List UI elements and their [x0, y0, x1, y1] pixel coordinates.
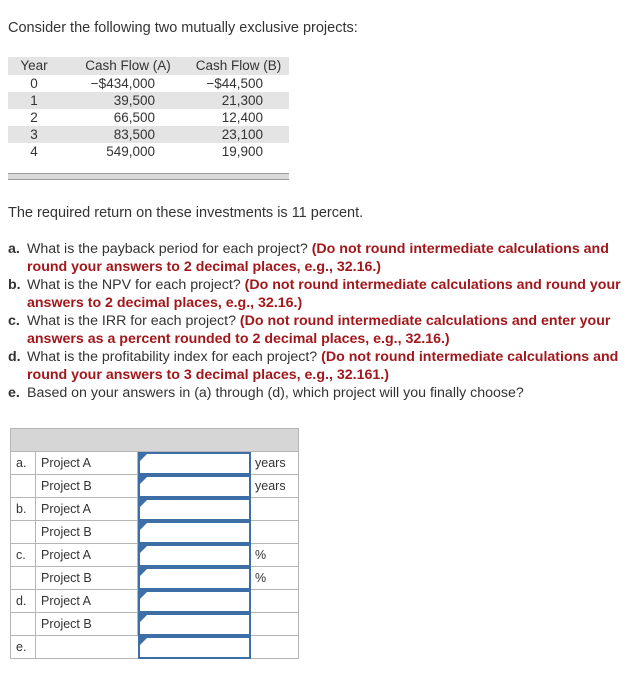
cash-flow-table [8, 57, 289, 160]
answer-row [10, 590, 299, 613]
cash-flow-b-cell: 19,900 [221, 144, 263, 159]
irr-b-input[interactable] [138, 567, 251, 590]
answer-label: Project A [41, 548, 92, 562]
question-item [8, 348, 633, 384]
question-letter: d. [8, 349, 21, 365]
answer-blank-cell [36, 636, 138, 659]
question-letter: c. [8, 313, 20, 329]
cash-flow-row [8, 75, 289, 92]
answer-label: Project A [41, 594, 92, 608]
answer-label-cell [36, 567, 138, 590]
cash-flow-b-cell: 21,300 [221, 93, 263, 108]
intro-text: Consider the following two mutually exclusive projects: [8, 20, 358, 36]
answer-unit: years [255, 456, 286, 470]
answer-label: Project B [41, 525, 92, 539]
answer-unit-cell [251, 613, 299, 636]
year-cell: 3 [30, 127, 38, 142]
answer-unit-cell [251, 544, 299, 567]
project-choice-dropdown[interactable] [138, 636, 251, 659]
payback-b-input[interactable] [138, 475, 251, 498]
cash-flow-row [8, 109, 289, 126]
cash-flow-row [8, 92, 289, 109]
irr-a-input[interactable] [138, 544, 251, 567]
answer-letter-cell [10, 544, 36, 567]
answer-row [10, 498, 299, 521]
answer-unit: years [255, 479, 286, 493]
year-cell: 0 [30, 76, 38, 91]
answer-row [10, 613, 299, 636]
cash-flow-row [8, 126, 289, 143]
year-cell: 4 [30, 144, 38, 159]
answer-unit-cell [251, 498, 299, 521]
question-instruction: (Do not round intermediate calculations and round your answers to 2 decimal places, e.g., 32.16.) [27, 277, 621, 311]
question-text: What is the IRR for each project? [27, 313, 240, 329]
cash-flow-a-cell: 549,000 [106, 144, 155, 159]
year-cell: 1 [30, 93, 38, 108]
answer-letter: d. [16, 594, 27, 608]
cash-flow-a-cell: 83,500 [113, 127, 155, 142]
answer-unit: % [255, 548, 267, 562]
answer-label-cell [36, 521, 138, 544]
answer-row [10, 475, 299, 498]
answer-label: Project B [41, 479, 92, 493]
answer-letter-cell [10, 521, 36, 544]
question-item [8, 276, 633, 312]
header-cash-flow-a: Cash Flow (A) [85, 58, 171, 73]
npv-a-input[interactable] [138, 498, 251, 521]
question-instruction: (Do not round intermediate calculations and round your answers to 2 decimal places, e.g., 32.16.) [27, 241, 609, 275]
answer-letter-cell [10, 636, 36, 659]
answer-label-cell [36, 544, 138, 567]
question-instruction: (Do not round intermediate calculations and enter your answers as a percent rounded to 2 decimal places, e.g., 32.16.) [27, 313, 611, 347]
cash-flow-a-cell: −$434,000 [90, 76, 155, 91]
answer-row [10, 521, 299, 544]
answer-row [10, 636, 299, 659]
question-text: What is the NPV for each project? [27, 277, 245, 293]
answer-letter-cell [10, 567, 36, 590]
table-footer-bar [8, 173, 289, 180]
answer-label: Project B [41, 571, 92, 585]
year-cell: 2 [30, 110, 38, 125]
npv-b-input[interactable] [138, 521, 251, 544]
answer-label: Project A [41, 456, 92, 470]
answer-unit-cell [251, 475, 299, 498]
answer-letter-cell [10, 613, 36, 636]
answer-letter: e. [16, 640, 27, 654]
answer-label-cell [36, 475, 138, 498]
answer-letter-cell [10, 590, 36, 613]
payback-a-input[interactable] [138, 452, 251, 475]
answer-row [10, 544, 299, 567]
cash-flow-b-cell: 23,100 [221, 127, 263, 142]
header-year: Year [20, 58, 48, 73]
answer-label-cell [36, 452, 138, 475]
question-item [8, 312, 633, 348]
answer-unit-cell [251, 452, 299, 475]
cash-flow-row [8, 143, 289, 160]
answer-row [10, 452, 299, 475]
header-cash-flow-b: Cash Flow (B) [195, 58, 282, 73]
answer-letter-cell [10, 475, 36, 498]
cash-flow-b-cell: 12,400 [221, 110, 263, 125]
cash-flow-b-cell: −$44,500 [206, 76, 263, 91]
answer-label-cell [36, 613, 138, 636]
answer-label: Project B [41, 617, 92, 631]
cash-flow-a-cell: 39,500 [113, 93, 155, 108]
cash-flow-a-cell: 66,500 [113, 110, 155, 125]
answer-unit-cell [251, 521, 299, 544]
pi-a-input[interactable] [138, 590, 251, 613]
question-item [8, 384, 633, 402]
question-letter: b. [8, 277, 21, 293]
required-return-text: The required return on these investments is 11 percent. [8, 205, 364, 221]
answer-letter-cell [10, 498, 36, 521]
answer-label-cell [36, 590, 138, 613]
pi-b-input[interactable] [138, 613, 251, 636]
answer-unit-cell [251, 567, 299, 590]
question-text: What is the profitability index for each project? [27, 349, 322, 365]
question-instruction: (Do not round intermediate calculations and round your answers to 3 decimal places, e.g., 32.161.) [27, 349, 619, 383]
answer-unit: % [255, 571, 267, 585]
question-text: What is the payback period for each project? [27, 241, 312, 257]
answer-letter: b. [16, 502, 27, 516]
question-list [8, 240, 633, 402]
answer-unit-cell [251, 590, 299, 613]
question-letter: a. [8, 241, 20, 257]
question-text: Based on your answers in (a) through (d), which project will you finally choose? [27, 385, 524, 401]
answer-letter: c. [16, 548, 26, 562]
answer-label: Project A [41, 502, 92, 516]
answer-label-cell [36, 498, 138, 521]
cash-flow-header [8, 57, 289, 75]
question-letter: e. [8, 385, 20, 401]
answer-unit-cell [251, 636, 299, 659]
answer-row [10, 567, 299, 590]
question-item [8, 240, 633, 276]
answer-letter: a. [16, 456, 27, 470]
answer-table-header [10, 428, 299, 452]
answer-letter-cell [10, 452, 36, 475]
